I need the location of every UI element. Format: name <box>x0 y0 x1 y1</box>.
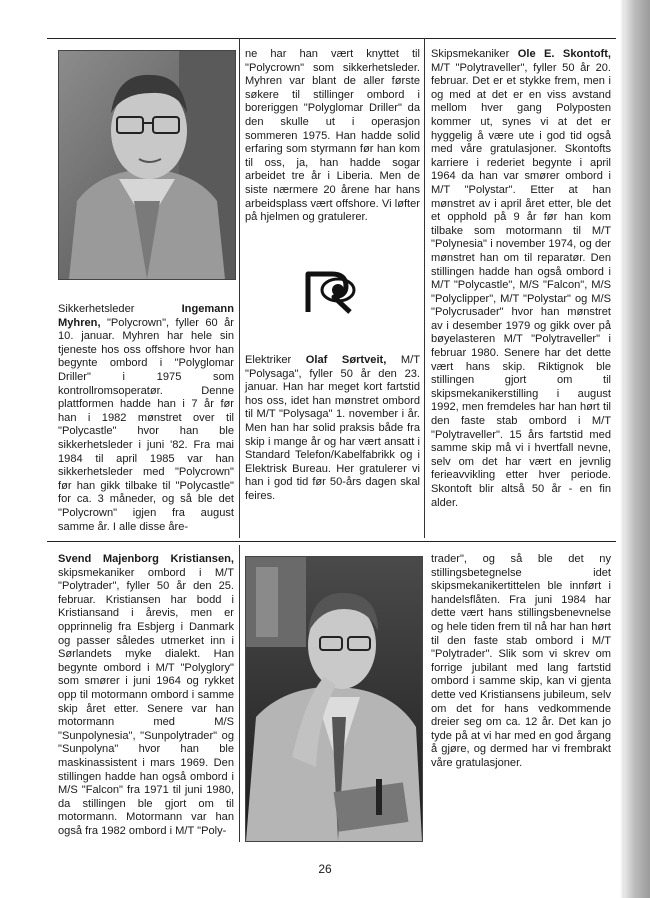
article-myhren-text-1: "Polycrown", fyller 60 år 10. januar. Myhren har hele sin tjeneste hos oss offshore hvor han begynte ombord i "Polyglomar Driller" i 1975 som kontrollromsoperatør. Denne plattformen hadde han i 7 år før han i 1982 mønstret over til "Polycastle" hvor han ble sikkerhetsleder i juni '82. Fra mai 1984 til april 1985 var han sikkerhetsleder med "Polycrown" før han gikk tilbake til "Polycastle" for ca. 3 måneder, og så ble det "Polycrown" igjen fra august samme år. I alle disse åre- <box>58 316 234 533</box>
article-sortveit-intro: Elektriker <box>245 354 292 366</box>
article-kristiansen-col1 <box>58 553 234 838</box>
article-kristiansen-name: Svend Majenborg Kristiansen, <box>58 553 234 565</box>
article-skontoft <box>431 48 611 510</box>
top-rule <box>47 38 616 39</box>
article-skontoft-name: Ole E. Skontoft, <box>517 48 611 60</box>
logo-emblem-icon <box>302 266 362 318</box>
article-myhren-name: Ingemann Myhren, <box>58 303 234 329</box>
column-divider <box>239 545 240 842</box>
article-kristiansen-col3 <box>431 553 611 771</box>
article-myhren-col1 <box>58 303 234 534</box>
article-skontoft-intro: Skipsmekaniker <box>431 48 510 60</box>
article-myhren-col2 <box>245 48 420 225</box>
portrait-illustration <box>59 51 235 279</box>
portrait-photo-myhren <box>58 50 236 280</box>
column-divider <box>424 38 425 538</box>
portrait-illustration <box>246 557 422 841</box>
company-logo <box>302 266 362 318</box>
article-kristiansen-text-1: skipsmekaniker ombord i M/T "Polytrader", fyller 50 år den 25. februar. Kristiansen har bodd i Kristiansand i årevis, men er opprinnelig fra Esbjerg i Danmark og passer således utmerket inn i Sørlandets myke dialekt. Han begynte ombord i M/T "Polyglory" som smører i juni 1964 og rykket opp til motormann ombord i samme skip året etter. Senere var han motormann med M/S "Sunpolynesia", "Sunpolytrader" og "Sunpolyna" hvor han ble maskinassistent i mars 1969. Den stillingen hadde han også ombord i M/S "Falcon" fra 1971 til juni 1980, da stillingen ble gjort om til motormann. Motormann var han også fra 1982 ombord i M/T "Poly- <box>58 566 234 837</box>
article-myhren-intro: Sikkerhetsleder <box>58 303 135 315</box>
section-divider <box>47 541 616 542</box>
page-edge-shadow <box>624 0 650 898</box>
portrait-photo-kristiansen <box>245 556 423 842</box>
article-skontoft-text: M/T "Polytraveller", fyller 50 år 20. februar. Det er et stykke frem, men i og med at det er en viss avstand mellom hver gang Polyposten kommer ut, synes vi at det er hyggelig å være ute i god tid også med våre gratulasjoner. Skontofts karriere i rederiet begynte i april 1964 da han var smører ombord i M/T "Polystar". Etter at han mønstret av i april året etter, ble det et opphold på 9 år før han kom tilbake som motormann til M/T "Polynesia" i november 1974, og der mønstret han om til reparatør. Den stillingen hadde han også ombord i M/T "Polycastle", M/S "Falcon", M/S "Polyclipper", M/T "Polystar" og M/S "Polycrusader" hvor han mønstret av i desember 1979 og gikk over på bøyelasteren M/T "Polytraveller" i februar 1980. Senere har det dette vært hans skip. Riktignok ble stillingen gjort om til skipsmekanikerstilling i august 1992, men fremdeles har han hørt til den faste stab ombord i M/T "Polytraveller". 15 års fartstid med samme skip må vi i hvertfall nevne, selv om det har vært en jevnlig ferieavvikling etter hver periode. Skontoft blir altså 50 år - en fin alder. <box>431 61 611 509</box>
article-kristiansen-text-3: trader", og så ble det ny stillingsbetegnelse idet skipsmekanikertittelen ble innført i handelsflåten. Fra juni 1984 har dette vært hans stillingsbenevnelse og hele tiden frem til nå har han hørt til den faste stab ombord i M/T "Polytrader". Slik som vi skrev om forrige jubilant med lang fartstid ombord i samme skip, kan vi gjenta dette ved Kristiansens jubileum, selv om det for hans vedkommende dreier seg om ca. 12 år. Det kan jo tyde på at vi har med en god årgang å gjøre, og dermed har vi frembrakt våre gratulasjoner. <box>431 553 611 769</box>
article-sortveit <box>245 354 420 504</box>
column-divider <box>239 38 240 538</box>
article-sortveit-text: M/T "Polysaga", fyller 50 år den 23. januar. Han har meget kort fartstid hos oss, idet han mønstret ombord til M/T "Polysaga" 1. november i år. Men han har solid praksis både fra skip i mange år og har vært ansatt i Standard Telefon/Kabelfabrikk og i Elektrisk Bureau. Her gratulerer vi han i god tid før 50-års dagen skal feires. <box>245 354 420 502</box>
page-number: 26 <box>318 862 332 876</box>
article-myhren-text-2: ne har han vært knyttet til "Polycrown" som sikkerhetsleder. Myhren var blant de aller første søkere til stillinger ombord i boreriggen "Polyglomar Driller" da den skulle ut i operasjon sommeren 1975. Han hadde solid erfaring som styrmann før han kom til oss, ja, han hadde sogar arbeidet tre år i Liberia. Men de siste nærmere 20 årene har hans arbeidsplass vært offshore. Vi løfter på hjelmen og gratulerer. <box>245 48 420 224</box>
article-sortveit-name: Olaf Sørtveit, <box>305 354 387 366</box>
